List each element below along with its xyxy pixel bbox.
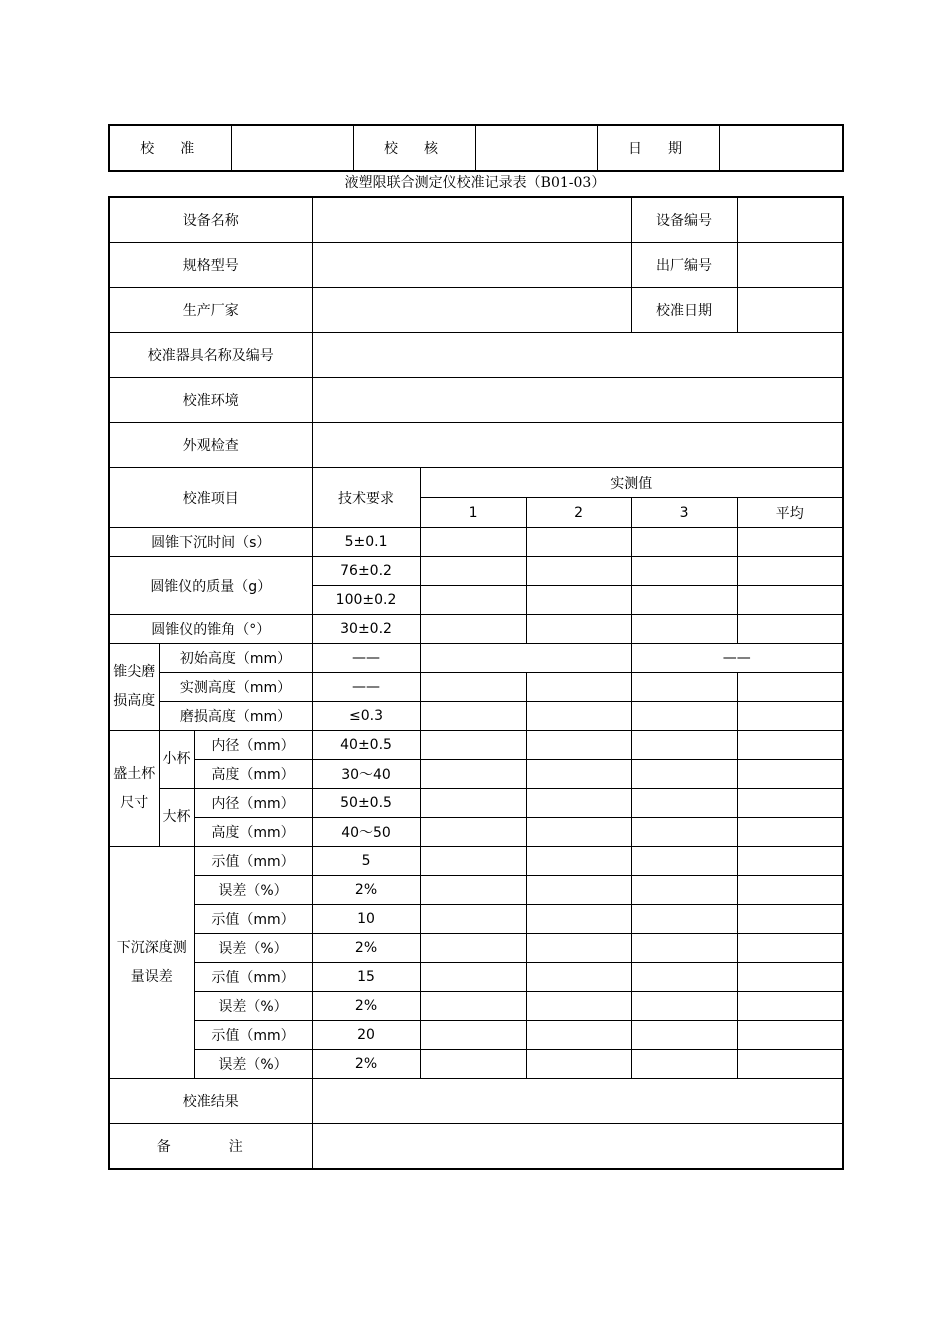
- cell[interactable]: [737, 557, 843, 586]
- mass-req-100: 100±0.2: [312, 586, 420, 615]
- sink-time-label: 圆锥下沉时间（s）: [109, 528, 312, 557]
- cell[interactable]: [631, 818, 737, 847]
- manufacturer-field[interactable]: [312, 288, 631, 333]
- small-dia-req: 40±0.5: [312, 731, 420, 760]
- cell[interactable]: [420, 702, 526, 731]
- requirement-header: 技术要求: [312, 468, 420, 528]
- cell[interactable]: [526, 1050, 631, 1079]
- cell[interactable]: [737, 992, 843, 1021]
- device-name-label: 设备名称: [109, 197, 312, 243]
- cell[interactable]: [737, 934, 843, 963]
- cell[interactable]: [631, 963, 737, 992]
- small-height-label: 高度（mm）: [194, 760, 312, 789]
- calib-date-label: 校准日期: [631, 288, 737, 333]
- instrument-field[interactable]: [312, 333, 843, 378]
- cell[interactable]: [631, 557, 737, 586]
- calibrate-label: 校 准: [109, 125, 231, 171]
- indicated-label: 示值（mm）: [194, 963, 312, 992]
- wear-height-req: ≤0.3: [312, 702, 420, 731]
- cell[interactable]: [526, 673, 631, 702]
- cell[interactable]: [737, 615, 843, 644]
- cell[interactable]: [420, 876, 526, 905]
- cell[interactable]: [631, 905, 737, 934]
- cell[interactable]: [526, 992, 631, 1021]
- cell[interactable]: [420, 847, 526, 876]
- cell[interactable]: [420, 905, 526, 934]
- tip-wear-group-label: 锥尖磨损高度: [109, 644, 159, 731]
- cell[interactable]: [737, 731, 843, 760]
- cell[interactable]: [631, 731, 737, 760]
- device-no-label: 设备编号: [631, 197, 737, 243]
- cell[interactable]: [526, 731, 631, 760]
- indicated-15: 15: [312, 963, 420, 992]
- cell[interactable]: [737, 586, 843, 615]
- cell[interactable]: [631, 847, 737, 876]
- large-dia-req: 50±0.5: [312, 789, 420, 818]
- cell[interactable]: [737, 818, 843, 847]
- cell[interactable]: [420, 760, 526, 789]
- cell[interactable]: [526, 557, 631, 586]
- init-height-req: ——: [312, 644, 420, 673]
- device-name-field[interactable]: [312, 197, 631, 243]
- document-title: 液塑限联合测定仪校准记录表（B01-03）: [344, 175, 606, 191]
- device-no-field[interactable]: [737, 197, 843, 243]
- angle-label: 圆锥仪的锥角（°）: [109, 615, 312, 644]
- remark-label: 备 注: [109, 1124, 312, 1170]
- col2-header: 2: [526, 498, 631, 528]
- cell[interactable]: [631, 702, 737, 731]
- cell[interactable]: [526, 615, 631, 644]
- cell[interactable]: [737, 847, 843, 876]
- cup-size-group-label: 盛土杯尺寸: [109, 731, 159, 847]
- indicated-10: 10: [312, 905, 420, 934]
- model-field[interactable]: [312, 243, 631, 288]
- cell[interactable]: [631, 1021, 737, 1050]
- cell[interactable]: [737, 876, 843, 905]
- cell[interactable]: [631, 992, 737, 1021]
- cell[interactable]: [737, 760, 843, 789]
- remark-field[interactable]: [312, 1124, 843, 1170]
- cell[interactable]: [526, 789, 631, 818]
- cell[interactable]: [526, 934, 631, 963]
- cell[interactable]: [737, 673, 843, 702]
- review-label: 校 核: [353, 125, 475, 171]
- cell[interactable]: [737, 1021, 843, 1050]
- cell[interactable]: [737, 1050, 843, 1079]
- cell[interactable]: [420, 1050, 526, 1079]
- error-label: 误差（%）: [194, 876, 312, 905]
- cell[interactable]: [631, 760, 737, 789]
- signoff-table: [108, 124, 844, 172]
- angle-req: 30±0.2: [312, 615, 420, 644]
- indicated-label: 示值（mm）: [194, 1021, 312, 1050]
- cell[interactable]: [526, 876, 631, 905]
- small-cup-label: 小杯: [159, 731, 194, 789]
- cell[interactable]: [526, 760, 631, 789]
- indicated-label: 示值（mm）: [194, 905, 312, 934]
- depth-error-group-label: 下沉深度测量误差: [109, 847, 194, 1079]
- cell[interactable]: [631, 1050, 737, 1079]
- cell[interactable]: [631, 673, 737, 702]
- avg-header: 平均: [737, 498, 843, 528]
- cell[interactable]: [737, 528, 843, 557]
- result-label: 校准结果: [109, 1079, 312, 1124]
- mass-req-76: 76±0.2: [312, 557, 420, 586]
- date-label: 日 期: [597, 125, 719, 171]
- col1-header: 1: [420, 498, 526, 528]
- real-height-req: ——: [312, 673, 420, 702]
- cell[interactable]: [420, 789, 526, 818]
- cell[interactable]: [631, 615, 737, 644]
- wear-height-label: 磨损高度（mm）: [159, 702, 312, 731]
- item-header: 校准项目: [109, 468, 312, 528]
- cell[interactable]: [420, 934, 526, 963]
- measured-header: 实测值: [420, 468, 843, 498]
- error-label: 误差（%）: [194, 1050, 312, 1079]
- cell[interactable]: [526, 963, 631, 992]
- error-10: 2%: [312, 934, 420, 963]
- cell[interactable]: [526, 586, 631, 615]
- cell[interactable]: [420, 1021, 526, 1050]
- indicated-5: 5: [312, 847, 420, 876]
- error-20: 2%: [312, 1050, 420, 1079]
- init-height-label: 初始高度（mm）: [159, 644, 312, 673]
- sink-time-req: 5±0.1: [312, 528, 420, 557]
- error-5: 2%: [312, 876, 420, 905]
- mass-label: 圆锥仪的质量（g）: [109, 557, 312, 615]
- cell[interactable]: [420, 818, 526, 847]
- calib-date-field[interactable]: [737, 288, 843, 333]
- review-field[interactable]: [475, 125, 597, 171]
- factory-no-label: 出厂编号: [631, 243, 737, 288]
- cell[interactable]: [737, 702, 843, 731]
- cell[interactable]: [526, 1021, 631, 1050]
- init-height-value[interactable]: [420, 644, 631, 673]
- error-label: 误差（%）: [194, 992, 312, 1021]
- result-field[interactable]: [312, 1079, 843, 1124]
- cell[interactable]: [420, 586, 526, 615]
- large-dia-label: 内径（mm）: [194, 789, 312, 818]
- cell[interactable]: [737, 789, 843, 818]
- calibration-table: [108, 196, 844, 1170]
- appearance-field[interactable]: [312, 423, 843, 468]
- indicated-20: 20: [312, 1021, 420, 1050]
- cell[interactable]: [526, 702, 631, 731]
- cell[interactable]: [631, 934, 737, 963]
- environment-label: 校准环境: [109, 378, 312, 423]
- cell[interactable]: [526, 905, 631, 934]
- large-height-req: 40～50: [312, 818, 420, 847]
- large-cup-label: 大杯: [159, 789, 194, 847]
- cell[interactable]: [420, 528, 526, 557]
- cell[interactable]: [737, 963, 843, 992]
- cell[interactable]: [737, 905, 843, 934]
- date-field[interactable]: [719, 125, 843, 171]
- small-dia-label: 内径（mm）: [194, 731, 312, 760]
- error-label: 误差（%）: [194, 934, 312, 963]
- error-15: 2%: [312, 992, 420, 1021]
- instrument-label: 校准器具名称及编号: [109, 333, 312, 378]
- cell[interactable]: [631, 586, 737, 615]
- cell[interactable]: [526, 847, 631, 876]
- cell[interactable]: [420, 673, 526, 702]
- model-label: 规格型号: [109, 243, 312, 288]
- calibrate-field[interactable]: [231, 125, 353, 171]
- cell[interactable]: [631, 876, 737, 905]
- small-height-req: 30～40: [312, 760, 420, 789]
- real-height-label: 实测高度（mm）: [159, 673, 312, 702]
- factory-no-field[interactable]: [737, 243, 843, 288]
- cell[interactable]: [631, 528, 737, 557]
- cell[interactable]: [420, 731, 526, 760]
- large-height-label: 高度（mm）: [194, 818, 312, 847]
- cell[interactable]: [420, 615, 526, 644]
- cell[interactable]: [631, 789, 737, 818]
- col3-header: 3: [631, 498, 737, 528]
- init-height-dash: ——: [631, 644, 843, 673]
- cell[interactable]: [526, 528, 631, 557]
- manufacturer-label: 生产厂家: [109, 288, 312, 333]
- indicated-label: 示值（mm）: [194, 847, 312, 876]
- appearance-label: 外观检查: [109, 423, 312, 468]
- cell[interactable]: [420, 992, 526, 1021]
- cell[interactable]: [420, 557, 526, 586]
- cell[interactable]: [526, 818, 631, 847]
- cell[interactable]: [420, 963, 526, 992]
- environment-field[interactable]: [312, 378, 843, 423]
